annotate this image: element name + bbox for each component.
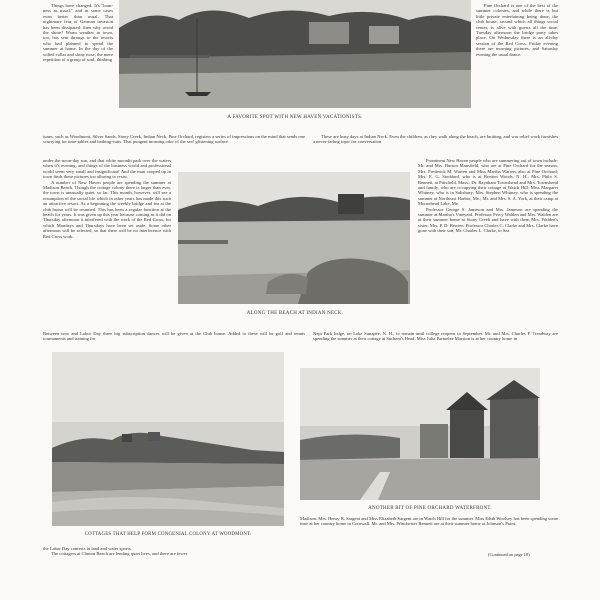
wide-row-right [313,134,558,156]
paragraph: The cottagers at Clinton Beach are lending quiet lives, and there are fewer [51,551,188,557]
wide-row2-left [43,331,305,347]
caption-bottom-right: ANOTHER BIT OF PINE ORCHARD WATERFRONT. [368,506,492,511]
paragraph: Pine Orchard is one of the best of the summer colonies, and while there is but little private entertaining being done, the club house, around which all things social center, is alive with guests all the time. Tuesday afternoon the bridge party takes place. On Wednesday there is an all-day session of the Red Cross. Friday evening there are morning pictures, and Saturday evening the usual dance. [476,3,558,57]
photo-bottom-right-image [300,368,540,500]
photo-middle-image [178,172,410,304]
photo-bottom-right-waterfront [300,368,540,500]
photo-top-waterfront [119,0,471,108]
caption-middle: ALONG THE BEACH AT INDIAN NECK. [246,311,344,316]
column-bottom-left [43,546,305,566]
column-bottom-right [300,516,558,546]
column-right-mid [418,158,558,330]
wide-row-left [43,134,305,156]
photo-top-image [119,0,471,108]
paragraph: These are busy days at Indian Neck. Even the children, as they walk along the beach, are knitting, and war relief work furnishes a never-failing topic for conversation. [313,134,558,145]
paragraph: Professor George S. Jameson and Mrs. Jameson are spending the summer at Martha's Vineyard. Professor Percy Walden and Mrs. Walden are at their summer home at Stony Creek and have with them Mrs. Walden's sister, Mrs. F. D. Berrien. Professor Charles C. Clarke and Mrs. Clarke have gone with their son, Mr. Charles L. Clarke, to Sea [418,206,558,234]
photo-middle-beach [178,172,410,304]
paragraph: Nepi Park lodge, on Lake Sunapee, N. H., to remain until college reopens in September. Mr. and Mrs. Charles F. Treadway are spending the summer at their cottage at Sachem's Head. Miss Julia Parmelee Marston is at her country home in [313,331,558,342]
caption-top: A FAVORITE SPOT WITH NEW HAVEN VACATIONISTS. [227,115,363,120]
paragraph: Madison. Mrs. Henry B. Sargent and Miss Elizabeth Sargent are in Watch Hill for the summer. Miss Edith Woolsey has been spending some time at her country home in Cornwall. Mr. and Mrs. Winchester Bennett are at their summer home at Johnson's Point. [300,516,558,527]
paragraph: Prominent New Haven people who are summering out of town include: Mr. and Mrs. Burton Mansfield, who are at Pine Orchard for the season; Mrs. Frederick M. Warren and Miss Martha Warren, also at Pine Orchard; Mrs. E. G. Stoddard, who is at Bretton Woods, N. H.; Mrs. Philo S. Bennett, at Pittsfield, Mass.; Dr. Raynham Townshend and Mrs. Townshend and family, who are occupying their cottage at Watch Hill; Miss Margaret Whitney, who is in Salisbury; Mrs. Stephen Whitney, who is spending the summer at Northeast Harbor, Me.; Mr. and Mrs. S. A. York, at their camp at Moosehead Lake, Me. [418,158,558,207]
caption-bottom-left: COTTAGES THAT HELP FORM CONGENIAL COLONY AT WOODMONT. [84,532,252,537]
column-left-top [43,3,113,131]
paragraph: under the noon-day sun, and that white moonlit path over the waters when it's evening, and things of the business world and professional world seem very small and insignificant! And the man cooped up in town finds these pictures too alluring to resist. [43,158,171,180]
photo-bottom-left-image [52,352,284,526]
paragraph: the Labor Day contests in land and water sports. [43,546,132,551]
paragraph: Between now and Labor Day three big subscription dances will be given at the Club house. Added to these will be golf and tennis tournaments and training for [43,331,305,342]
wide-row2-right [313,331,558,347]
column-left-mid [43,158,171,330]
paragraph: A number of New Haven people are spending the summer at Madison Beach. Though the cottage colony there is larger than ever, the town is unusually quiet, so far. This month, however, will see a resumption of the social life which in other years has made this such an attractive resort. As a beginning the weekly bridge and tea at the club house will be resumed. This has been a regular function at the beach for years. It was given up this year because coming as it did on Thursday afternoon it interfered with the work of the Red Cross, for which Mondays and Thursdays have been set aside. Some other afternoon will be selected, so that there will be no interference with Red Cross work. [43,179,171,239]
column-right-top [476,3,558,131]
paragraph: tunes, such as Woodmont, Silver Sands, Stony Creek, Indian Neck, Pine Orchard, registers a series of impressions on the mind that sends one scurrying for time-tables and bathing-suits. That pungent morning odor of the sea! glistening surface [43,134,305,145]
photo-bottom-left-cottages [52,352,284,526]
paragraph: Things have changed. It's "hom-ness as usual," and in some cases even better than usual. That nightmare fear of German invasion has been dissipated: then why avoid the shore? Warm weather in town, too, has sent throngs to the resorts who had planned to spend the summer at home. In the day of the wilted collar and shiny nose, the mere repetition of a group of soul, thinking [43,3,113,63]
continued-note: (Continued on page 18) [488,552,530,557]
